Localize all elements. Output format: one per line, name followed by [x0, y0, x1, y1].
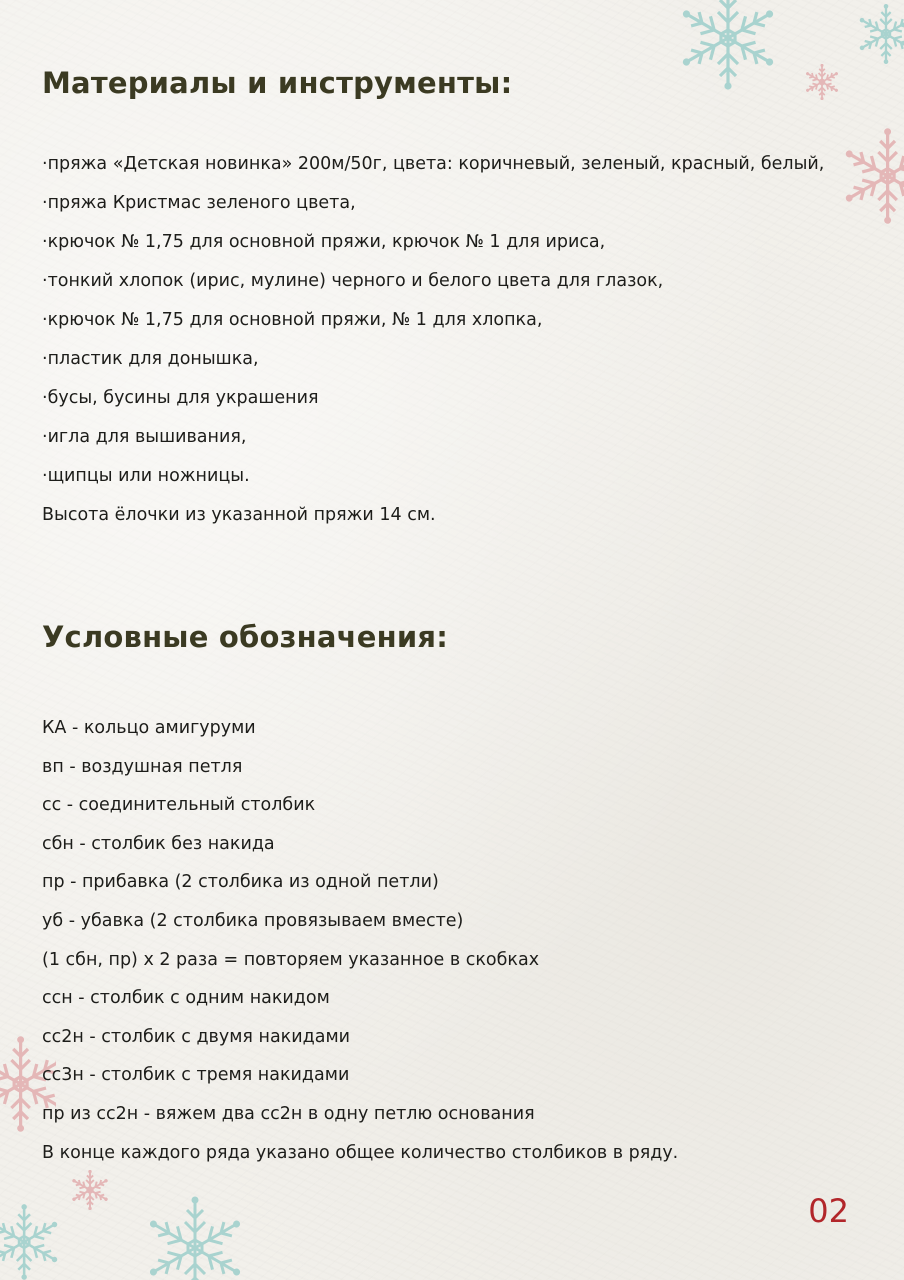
list-item: сбн - столбик без накида [42, 833, 275, 854]
page-number: 02 [808, 1192, 849, 1230]
list-item: ·пряжа Кристмас зеленого цвета, [42, 193, 356, 213]
list-item: (1 сбн, пр) х 2 раза = повторяем указанное в скобках [42, 949, 540, 970]
snowflake-icon [676, 0, 780, 90]
list-item: пр - прибавка (2 столбика из одной петли) [42, 872, 439, 893]
list-item: ·пряжа «Детская новинка» 200м/50г, цвета: коричневый, зеленый, красный, белый, [42, 154, 825, 174]
list-item: ·игла для вышивания, [42, 427, 247, 447]
list-item: ·крючок № 1,75 для основной пряжи, № 1 для хлопка, [42, 310, 543, 330]
list-item: ·пластик для донышка, [42, 349, 259, 369]
list-item: ·крючок № 1,75 для основной пряжи, крючок № 1 для ириса, [42, 232, 606, 252]
list-item: сс3н - столбик с тремя накидами [42, 1065, 350, 1086]
list-item: ·бусы, бусины для украшения [42, 388, 319, 408]
materials-heading: Материалы и инструменты: [42, 66, 513, 100]
list-item: пр из сс2н - вяжем два сс2н в одну петлю основания [42, 1103, 535, 1124]
snowflake-icon [0, 1204, 60, 1280]
legend-heading: Условные обозначения: [42, 620, 448, 654]
list-item: уб - убавка (2 столбика провязываем вместе) [42, 910, 464, 931]
legend-list [42, 709, 678, 1172]
list-item: сс2н - столбик с двумя накидами [42, 1026, 351, 1047]
list-item: КА - кольцо амигуруми [42, 718, 256, 738]
list-item: ссн - столбик с одним накидом [42, 988, 330, 1009]
list-item: В конце каждого ряда указано общее количество столбиков в ряду. [42, 1142, 679, 1163]
snowflake-icon [804, 64, 840, 100]
list-item: вп - воздушная петля [42, 756, 243, 777]
materials-list [42, 145, 872, 535]
list-item: Высота ёлочки из указанной пряжи 14 см. [42, 505, 436, 525]
list-item: ·щипцы или ножницы. [42, 466, 250, 486]
list-item: сс - соединительный столбик [42, 795, 316, 816]
snowflake-icon [140, 1196, 250, 1280]
snowflake-icon [70, 1170, 110, 1210]
list-item: ·тонкий хлопок (ирис, мулине) черного и белого цвета для глазок, [42, 271, 664, 291]
snowflake-icon [856, 4, 904, 64]
